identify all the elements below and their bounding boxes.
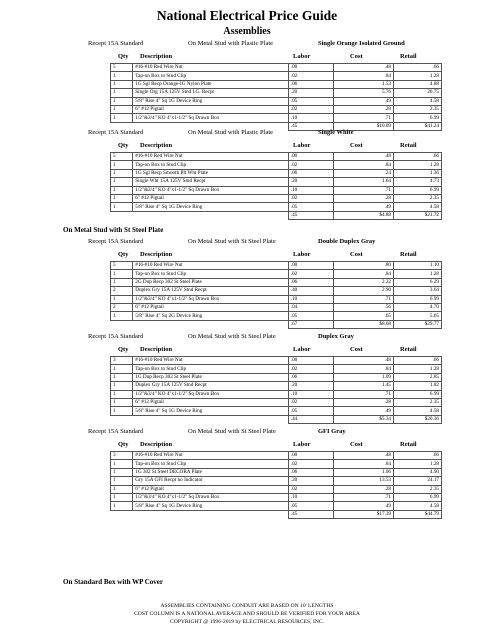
row-qty: 1 <box>111 97 133 105</box>
table-row <box>111 203 442 211</box>
row-qty: 1 <box>111 114 133 122</box>
row-qty: 1 <box>111 295 133 303</box>
items-table <box>110 261 442 329</box>
table-row <box>111 161 442 169</box>
row-description: 1G 302 St Steel DECORA Plate <box>133 468 289 476</box>
row-cost: 2.90 <box>334 287 394 295</box>
row-retail: 2.35 <box>394 105 442 113</box>
row-retail: 1.28 <box>394 365 442 373</box>
col-description: Description <box>140 251 173 258</box>
row-cost: 13.53 <box>334 477 394 485</box>
row-qty: 1 <box>111 312 133 320</box>
row-description: Gry 15A GFI Recpt no Indicator <box>133 477 289 485</box>
row-retail: 6.99 <box>394 493 442 501</box>
table-row <box>111 312 442 320</box>
row-cost: .84 <box>334 161 394 169</box>
row-cost: .84 <box>334 460 394 468</box>
row-qty: 1 <box>111 477 133 485</box>
table-row <box>111 80 442 88</box>
row-labor: .06 <box>288 468 334 476</box>
row-qty: 1 <box>111 468 133 476</box>
row-cost: .65 <box>334 312 394 320</box>
row-qty: 1 <box>111 203 133 211</box>
row-labor: .10 <box>288 390 334 398</box>
row-retail: 4.58 <box>394 407 442 415</box>
row-labor: .40 <box>288 287 334 295</box>
row-labor: .20 <box>288 178 334 186</box>
row-cost: 1.53 <box>334 80 394 88</box>
col-description: Description <box>140 53 173 60</box>
row-labor: .06 <box>288 278 334 286</box>
row-retail: 24.17 <box>394 477 442 485</box>
table-row <box>111 278 442 286</box>
row-retail: .66 <box>394 357 442 365</box>
row-qty: 1 <box>111 105 133 113</box>
table-row <box>111 485 442 493</box>
row-description: 1/2"&3/4" KO 4"x1-1/2" Sq Drawn Box <box>133 186 289 194</box>
column-headers <box>88 251 468 261</box>
assembly-header <box>88 238 468 248</box>
assembly-block <box>88 238 468 329</box>
table-row <box>111 365 442 373</box>
footer-line-1: ASSEMBLIES CONTAINING CONDUIT ARE BASED ON 10' LENGTHS <box>160 603 334 609</box>
row-labor: .02 <box>288 460 334 468</box>
col-cost: Cost <box>350 251 363 258</box>
assembly-mounting: On Metal Stud with St Steel Plate <box>188 333 276 340</box>
row-description: 1/2"&3/4" KO 4"x1-1/2" Sq Drawn Box <box>133 114 289 122</box>
row-retail: 2.35 <box>394 485 442 493</box>
footer-line-3: COPYRIGHT @ 1996-2019 by ELECTRICAL RESOURCES, INC. <box>169 619 324 625</box>
row-cost: 5.76 <box>334 89 394 97</box>
row-labor: .10 <box>288 295 334 303</box>
table-row <box>111 262 442 270</box>
col-qty: Qty <box>118 346 129 353</box>
col-cost: Cost <box>350 346 363 353</box>
col-description: Description <box>140 346 173 353</box>
total-cost: $8.68 <box>334 320 394 328</box>
row-qty: 3 <box>111 452 133 460</box>
row-description: Tap-on Box to Stud Clip <box>133 365 289 373</box>
col-retail: Retail <box>400 441 417 448</box>
row-retail: 4.58 <box>394 97 442 105</box>
row-labor: .02 <box>288 398 334 406</box>
row-cost: .71 <box>334 390 394 398</box>
total-labor: .45 <box>288 122 334 130</box>
row-labor: .02 <box>288 365 334 373</box>
row-retail: 6.29 <box>394 278 442 286</box>
row-labor: .02 <box>288 485 334 493</box>
row-cost: .48 <box>334 153 394 161</box>
row-retail: 4.73 <box>394 178 442 186</box>
column-headers <box>88 142 468 152</box>
assembly-header <box>88 40 468 50</box>
row-retail: 1.36 <box>394 169 442 177</box>
col-qty: Qty <box>118 251 129 258</box>
row-description: Tap-on Box to Stud Clip <box>133 161 289 169</box>
row-description: 5/8" Rise 4" Sq 1G Device Ring <box>133 407 289 415</box>
row-cost: 1.09 <box>334 373 394 381</box>
column-headers <box>88 346 468 356</box>
table-row <box>111 477 442 485</box>
row-cost: .49 <box>334 407 394 415</box>
row-retail: 1.10 <box>394 262 442 270</box>
row-cost: .28 <box>334 194 394 202</box>
assembly-type: Recept 15A Standard <box>88 40 144 47</box>
total-retail: $21.72 <box>394 211 442 219</box>
total-cost: $10.09 <box>334 122 394 130</box>
row-cost: .71 <box>334 186 394 194</box>
col-labor: Labor <box>293 346 311 353</box>
row-description: 1/2"&3/4" KO 4"x1-1/2" Sq Drawn Box <box>133 493 289 501</box>
total-labor: .67 <box>288 320 334 328</box>
row-qty: 2 <box>111 303 133 311</box>
col-retail: Retail <box>400 53 417 60</box>
row-retail: 5.65 <box>394 312 442 320</box>
row-description: #16-#10 Red Wire Nut <box>133 357 289 365</box>
assembly-header <box>88 129 468 139</box>
row-retail: 1.28 <box>394 161 442 169</box>
table-row <box>111 270 442 278</box>
row-qty: 1 <box>111 161 133 169</box>
row-labor: .20 <box>288 89 334 97</box>
row-cost: .28 <box>334 398 394 406</box>
row-labor: .06 <box>288 169 334 177</box>
row-qty: 1 <box>111 169 133 177</box>
row-cost: .56 <box>334 303 394 311</box>
row-description: #16-#10 Red Wire Nut <box>133 262 289 270</box>
col-description: Description <box>140 441 173 448</box>
row-labor: .05 <box>288 203 334 211</box>
col-cost: Cost <box>350 441 363 448</box>
total-cost: $17.39 <box>334 510 394 518</box>
total-labor: .45 <box>288 510 334 518</box>
row-labor: .10 <box>288 186 334 194</box>
row-description: 6" #12 Pigtail <box>133 398 289 406</box>
row-description: #16-#10 Red Wire Nut <box>133 452 289 460</box>
col-qty: Qty <box>118 53 129 60</box>
row-description: 1G Sgl Recp Smooth Plt Wht Plate <box>133 169 289 177</box>
row-retail: 20.75 <box>394 89 442 97</box>
row-qty: 1 <box>111 502 133 510</box>
assembly-mounting: On Metal Stud with Plastic Plate <box>188 129 274 136</box>
table-row <box>111 398 442 406</box>
table-row <box>111 357 442 365</box>
col-labor: Labor <box>293 441 311 448</box>
row-description: 1/2"&3/4" KO 4"x1-1/2" Sq Drawn Box <box>133 390 289 398</box>
row-description: 6" #12 Pigtail <box>133 105 289 113</box>
row-labor: .00 <box>288 153 334 161</box>
row-description: 6" #12 Pigtail <box>133 303 289 311</box>
row-labor: .06 <box>288 80 334 88</box>
row-qty: 1 <box>111 194 133 202</box>
row-retail: 2.35 <box>394 194 442 202</box>
row-qty: 1 <box>111 365 133 373</box>
row-qty: 1 <box>111 278 133 286</box>
col-cost: Cost <box>350 142 363 149</box>
row-retail: 6.99 <box>394 114 442 122</box>
row-qty: 1 <box>111 485 133 493</box>
col-qty: Qty <box>118 441 129 448</box>
table-row <box>111 169 442 177</box>
row-description: 5/8" Rise 4" Sq 2G Device Ring <box>133 312 289 320</box>
row-qty: 5 <box>111 153 133 161</box>
row-cost: .49 <box>334 203 394 211</box>
total-retail: $41.24 <box>394 122 442 130</box>
assembly-device: Double Duplex Gray <box>318 238 376 245</box>
table-row <box>111 89 442 97</box>
row-retail: 4.58 <box>394 203 442 211</box>
row-qty: 1 <box>111 89 133 97</box>
table-row <box>111 295 442 303</box>
row-cost: 2.22 <box>334 278 394 286</box>
row-retail: 2.35 <box>394 398 442 406</box>
table-row <box>111 390 442 398</box>
assembly-block <box>88 333 468 424</box>
row-retail: 1.28 <box>394 460 442 468</box>
row-retail: 6.99 <box>394 295 442 303</box>
assembly-device: Duplex Gray <box>318 333 354 340</box>
row-description: Single Wht 15A 125V Stnd Recpt <box>133 178 289 186</box>
row-labor: .10 <box>288 493 334 501</box>
total-row <box>111 211 442 219</box>
row-cost: .84 <box>334 270 394 278</box>
row-labor: .02 <box>288 270 334 278</box>
items-table <box>110 63 442 131</box>
row-qty: 1 <box>111 80 133 88</box>
items-table <box>110 152 442 220</box>
row-description: #16-#10 Red Wire Nut <box>133 153 289 161</box>
col-labor: Labor <box>293 251 311 258</box>
assembly-header <box>88 428 468 438</box>
row-cost: .84 <box>334 72 394 80</box>
footer-line-2: COST COLUMN IS A NATIONAL AVERAGE AND SHOULD BE VERIFIED FOR YOUR AREA <box>134 611 360 617</box>
table-row <box>111 452 442 460</box>
row-cost: .49 <box>334 502 394 510</box>
row-labor: .10 <box>288 114 334 122</box>
row-retail: .66 <box>394 64 442 72</box>
row-description: Duplex Gry 15A 125V Stnd Recpt <box>133 382 289 390</box>
table-row <box>111 493 442 501</box>
assembly-device: Single White <box>318 129 354 136</box>
table-row <box>111 460 442 468</box>
row-labor: .02 <box>288 72 334 80</box>
assembly-block <box>88 129 468 220</box>
row-qty: 1 <box>111 460 133 468</box>
col-qty: Qty <box>118 142 129 149</box>
assembly-type: Recept 15A Standard <box>88 129 144 136</box>
table-row <box>111 97 442 105</box>
assembly-mounting: On Metal Stud with St Steel Plate <box>188 238 276 245</box>
total-row <box>111 320 442 328</box>
row-retail: 4.58 <box>394 502 442 510</box>
row-description: 5/8" Rise 4" Sq 1G Device Ring <box>133 203 289 211</box>
assembly-block <box>88 40 468 131</box>
row-cost: 1.45 <box>334 382 394 390</box>
total-cost: $4.88 <box>334 211 394 219</box>
column-headers <box>88 53 468 63</box>
assembly-type: Recept 15A Standard <box>88 428 144 435</box>
row-cost: .71 <box>334 295 394 303</box>
row-description: 1/2"&3/4" KO 4"x1-1/2" Sq Drawn Box <box>133 295 289 303</box>
row-retail: 1.82 <box>394 382 442 390</box>
row-retail: 1.28 <box>394 72 442 80</box>
page-subtitle: Assemblies <box>223 26 271 37</box>
table-row <box>111 502 442 510</box>
row-cost: .80 <box>334 262 394 270</box>
row-cost: .28 <box>334 105 394 113</box>
items-table <box>110 356 442 424</box>
table-row <box>111 64 442 72</box>
row-description: 5/8" Rise 4" Sq 1G Device Ring <box>133 97 289 105</box>
assembly-block <box>88 428 468 519</box>
row-cost: .48 <box>334 64 394 72</box>
total-labor: .44 <box>288 415 334 423</box>
row-retail: 4.88 <box>394 80 442 88</box>
assembly-header <box>88 333 468 343</box>
row-labor: .00 <box>288 262 334 270</box>
row-qty: 1 <box>111 373 133 381</box>
row-labor: .00 <box>288 452 334 460</box>
row-labor: .05 <box>288 312 334 320</box>
table-row <box>111 407 442 415</box>
row-retail: 4.90 <box>394 468 442 476</box>
total-row <box>111 415 442 423</box>
row-labor: .20 <box>288 382 334 390</box>
col-labor: Labor <box>293 142 311 149</box>
row-qty: 5 <box>111 64 133 72</box>
row-description: 2G Dup Recp 302 St Steel Plate <box>133 278 289 286</box>
row-qty: 2 <box>111 287 133 295</box>
row-cost: .71 <box>334 493 394 501</box>
row-description: 6" #12 Pigtail <box>133 194 289 202</box>
footer <box>0 602 494 626</box>
assembly-type: Recept 15A Standard <box>88 238 144 245</box>
row-labor: .04 <box>288 303 334 311</box>
row-qty: 1 <box>111 178 133 186</box>
row-labor: .06 <box>288 373 334 381</box>
total-retail: $44.79 <box>394 510 442 518</box>
row-cost: 1.06 <box>334 468 394 476</box>
table-row <box>111 303 442 311</box>
row-retail: 6.99 <box>394 186 442 194</box>
row-cost: .24 <box>334 169 394 177</box>
table-row <box>111 382 442 390</box>
row-labor: .02 <box>288 105 334 113</box>
row-qty: 1 <box>111 493 133 501</box>
row-qty: 1 <box>111 382 133 390</box>
row-cost: .48 <box>334 357 394 365</box>
total-cost: $5.34 <box>334 415 394 423</box>
row-retail: 2.85 <box>394 373 442 381</box>
row-labor: .00 <box>288 357 334 365</box>
row-description: #16-#10 Red Wire Nut <box>133 64 289 72</box>
row-qty: 5 <box>111 262 133 270</box>
total-labor: .45 <box>288 211 334 219</box>
row-retail: 6.99 <box>394 390 442 398</box>
table-row <box>111 186 442 194</box>
col-retail: Retail <box>400 142 417 149</box>
row-labor: .05 <box>288 407 334 415</box>
col-retail: Retail <box>400 251 417 258</box>
assembly-mounting: On Metal Stud with St Steel Plate <box>188 428 276 435</box>
table-row <box>111 468 442 476</box>
table-row <box>111 178 442 186</box>
table-row <box>111 114 442 122</box>
total-row <box>111 510 442 518</box>
section-heading-wp: On Standard Box with WP Cover <box>63 578 164 586</box>
row-labor: .02 <box>288 161 334 169</box>
row-description: Tap-on Box to Stud Clip <box>133 460 289 468</box>
row-labor: .02 <box>288 194 334 202</box>
row-qty: 1 <box>111 390 133 398</box>
row-labor: .05 <box>288 97 334 105</box>
row-cost: .48 <box>334 452 394 460</box>
row-description: Tap-on Box to Stud Clip <box>133 270 289 278</box>
table-row <box>111 153 442 161</box>
row-retail: 3.64 <box>394 287 442 295</box>
row-labor: .05 <box>288 502 334 510</box>
row-retail: 4.70 <box>394 303 442 311</box>
row-description: Duplex Gry 15A 125V Stnd Recpt <box>133 287 289 295</box>
row-description: 1G Sgl Recp Orange-IG Nylon Plate <box>133 80 289 88</box>
row-description: 6" #12 Pigtail <box>133 485 289 493</box>
row-cost: .84 <box>334 365 394 373</box>
assembly-type: Recept 15A Standard <box>88 333 144 340</box>
row-description: Single Org 15A 125V Stnd I.G. Recpt <box>133 89 289 97</box>
col-retail: Retail <box>400 346 417 353</box>
table-row <box>111 287 442 295</box>
row-retail: .66 <box>394 153 442 161</box>
assembly-device: GFI Gray <box>318 428 346 435</box>
row-qty: 3 <box>111 357 133 365</box>
row-qty: 1 <box>111 72 133 80</box>
table-row <box>111 72 442 80</box>
row-labor: .00 <box>288 64 334 72</box>
row-qty: 1 <box>111 407 133 415</box>
row-retail: 1.28 <box>394 270 442 278</box>
row-cost: .49 <box>334 97 394 105</box>
row-retail: .66 <box>394 452 442 460</box>
total-retail: $29.77 <box>394 320 442 328</box>
row-cost: .71 <box>334 114 394 122</box>
col-cost: Cost <box>350 53 363 60</box>
row-cost: 1.64 <box>334 178 394 186</box>
row-labor: .20 <box>288 477 334 485</box>
total-retail: $20.36 <box>394 415 442 423</box>
table-row <box>111 105 442 113</box>
row-description: Tap-on Box to Stud Clip <box>133 72 289 80</box>
row-qty: 1 <box>111 186 133 194</box>
table-row <box>111 373 442 381</box>
column-headers <box>88 441 468 451</box>
assembly-device: Single Orange Isolated Ground <box>318 40 405 47</box>
section-heading-steel: On Metal Stud with St Steel Plate <box>63 226 164 234</box>
row-qty: 1 <box>111 270 133 278</box>
row-description: 5/8" Rise 4" Sq 1G Device Ring <box>133 502 289 510</box>
row-qty: 1 <box>111 398 133 406</box>
col-labor: Labor <box>293 53 311 60</box>
row-cost: .28 <box>334 485 394 493</box>
col-description: Description <box>140 142 173 149</box>
row-description: 1G Dup Recp 302 St Steel Plate <box>133 373 289 381</box>
page-title: National Electrical Price Guide <box>156 8 338 23</box>
assembly-mounting: On Metal Stud with Plastic Plate <box>188 40 274 47</box>
items-table <box>110 451 442 519</box>
table-row <box>111 194 442 202</box>
